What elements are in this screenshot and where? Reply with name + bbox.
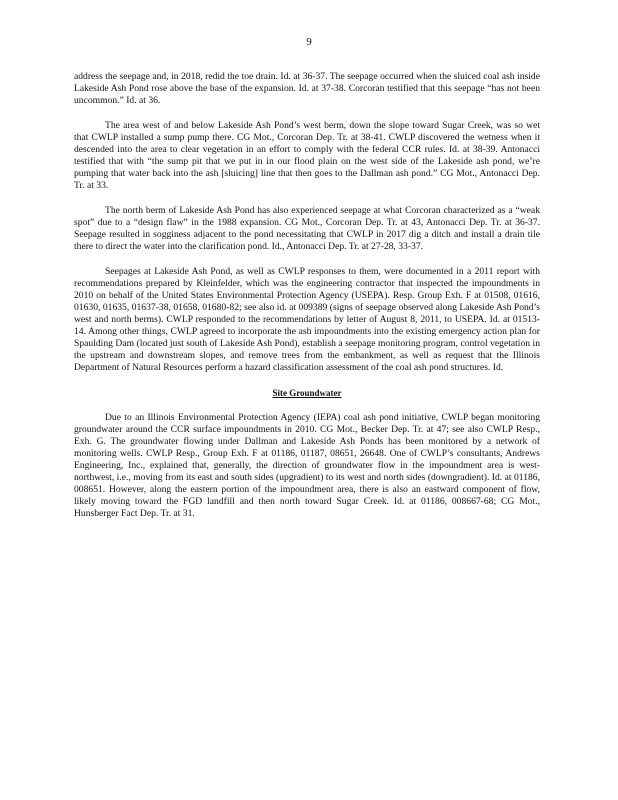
section-heading [74, 387, 540, 399]
paragraph-seepage-toe-drain: address the seepage and, in 2018, redid the toe drain. Id. at 36-37. The seepage occurred when the sluiced coal ash inside Lakeside Ash Pond rose above the base of the expansion. Id. at 37-38. Corcoran testified that this seepage “has not been uncommon.” Id. at 36. [74, 71, 540, 107]
section-heading-text: Site Groundwater [272, 387, 342, 398]
paragraph-west-berm-sump-pump: The area west of and below Lakeside Ash Pond’s west berm, down the slope toward Sugar Creek, was so wet that CWLP installed a sump pump there. CG Mot., Corcoran Dep. Tr. at 38-41. CWLP discovered the wetness when it descended into the area to clear vegetation in an effort to comply with the federal CCR rules. Id. at 38-39. Antonacci testified that with “the sump pit that we put in in our flood plain on the west side of the Lakeside ash pond, we’re pumping that water back into the ash [sluicing] line that then goes to the Dallman ash pond.” CG Mot., Antonacci Dep. Tr. at 33. [74, 119, 540, 192]
paragraph-kleinfelder-report: Seepages at Lakeside Ash Pond, as well as CWLP responses to them, were documented in a 2011 report with recommendations prepared by Kleinfelder, which was the engineering contractor that inspected the impoundments in 2010 on behalf of the United States Environmental Protection Agency (USEPA). Resp. Group Exh. F at 01508, 01616, 01630, 01635, 01637-38, 01658, 01680-82; see also id. at 009389 (signs of seepage observed along Lakeside Ash Pond’s west and north berms). CWLP responded to the recommendations by letter of August 8, 2011, to USEPA. Id. at 01513-14. Among other things, CWLP agreed to incorporate the ash impoundments into the existing emergency action plan for Spaulding Dam (located just south of Lakeside Ash Pond), establish a seepage monitoring program, control vegetation in the upstream and downstream slopes, and remove trees from the embankment, as well as request that the Illinois Department of Natural Resources perform a hazard classification assessment of the coal ash pond structures. Id. [74, 265, 540, 374]
document-body [74, 71, 540, 521]
paragraph-north-berm-seepage: The north berm of Lakeside Ash Pond has also experienced seepage at what Corcoran characterized as a “weak spot” due to a “design flaw” in the 1988 expansion. CG Mot., Corcoran Dep. Tr. at 43, Antonacci Dep. Tr. at 36-37. Seepage resulted in sogginess adjacent to the pond necessitating that CWLP in 2017 dig a ditch and install a drain tile there to direct the water into the clarification pond. Id., Antonacci Dep. Tr. at 27-28, 33-37. [74, 204, 540, 253]
page-number: 9 [306, 36, 312, 48]
paragraph-groundwater-monitoring: Due to an Illinois Environmental Protection Agency (IEPA) coal ash pond initiative, CWLP began monitoring groundwater around the CCR surface impoundments in 2010. CG Mot., Becker Dep. Tr. at 47; see also CWLP Resp., Exh. G. The groundwater flowing under Dallman and Lakeside Ash Ponds has been monitored by a network of monitoring wells. CWLP Resp., Group Exh. F at 01186, 01187, 08651, 26648. One of CWLP’s consultants, Andrews Engineering, Inc., explained that, generally, the direction of groundwater flow in the impoundment area is west-northwest, i.e., moving from its east and south sides (upgradient) to its west and north sides (downgradient). Id. at 01186, 008651. However, along the eastern portion of the impoundment area, there is also an eastward component of flow, likely moving toward the FGD landfill and then north toward Sugar Creek. Id. at 01186, 008667-68; CG Mot., Hunsberger Fact Dep. Tr. at 31. [74, 411, 540, 520]
